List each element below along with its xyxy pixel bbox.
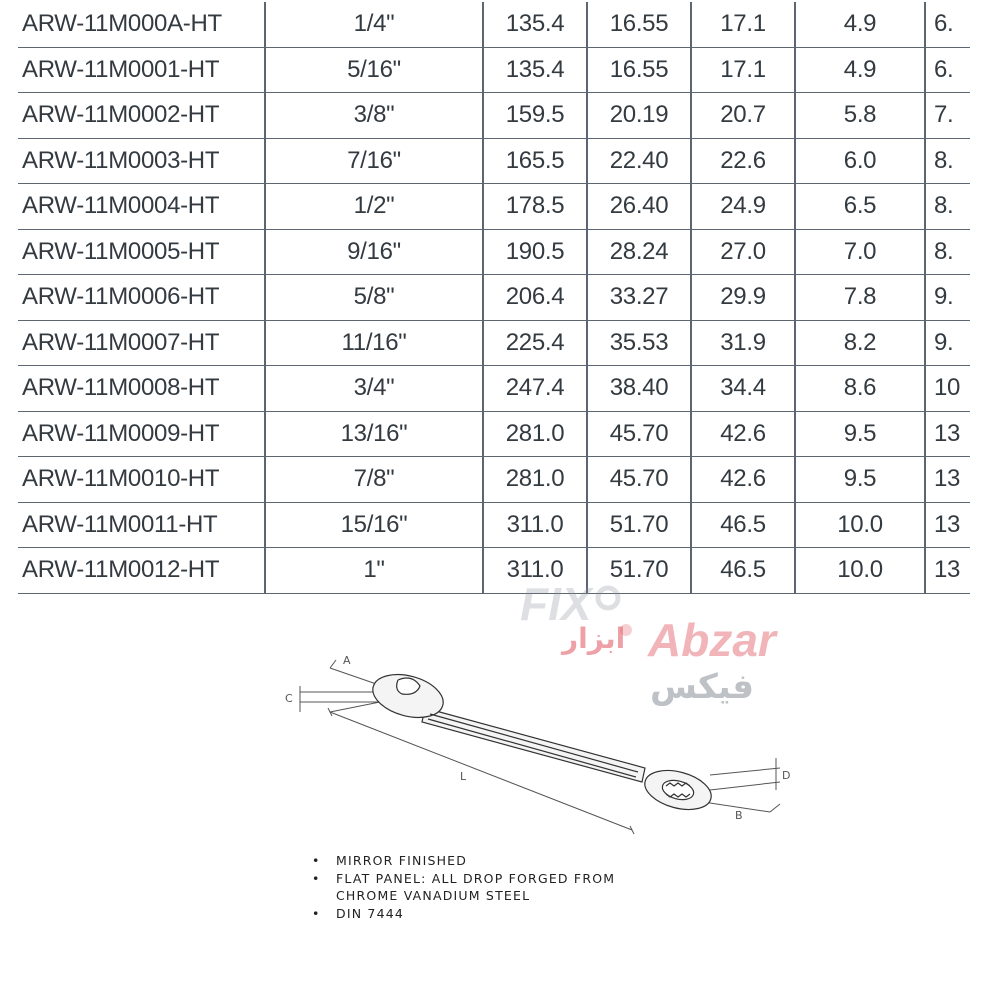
table-row bbox=[18, 366, 970, 412]
watermark-brand-text: Abzar bbox=[648, 614, 776, 666]
table-cell: 42.6 bbox=[691, 411, 795, 457]
table-cell: 159.5 bbox=[483, 93, 587, 139]
part-number-cell: ARW-11M0006-HT bbox=[18, 275, 265, 321]
part-number-cell: ARW-11M0011-HT bbox=[18, 502, 265, 548]
part-number-cell: ARW-11M0008-HT bbox=[18, 366, 265, 412]
table-cell: 33.27 bbox=[587, 275, 691, 321]
table-cell: 311.0 bbox=[483, 502, 587, 548]
feature-list bbox=[312, 852, 615, 922]
table-cell: 3/4" bbox=[265, 366, 483, 412]
table-cell: 11/16" bbox=[265, 320, 483, 366]
feature-item bbox=[312, 870, 615, 905]
part-number-cell: ARW-11M0002-HT bbox=[18, 93, 265, 139]
watermark-persian-top: ابزار bbox=[562, 622, 626, 655]
part-number-cell: ARW-11M0005-HT bbox=[18, 229, 265, 275]
table-cell: 6.0 bbox=[795, 138, 925, 184]
dimension-d-line bbox=[710, 768, 780, 775]
table-cell: 7/16" bbox=[265, 138, 483, 184]
part-number-cell: ARW-11M0010-HT bbox=[18, 457, 265, 503]
table-cell: 17.1 bbox=[691, 47, 795, 93]
table-cell: 135.4 bbox=[483, 47, 587, 93]
table-cell: 10 bbox=[925, 366, 970, 412]
table-cell: 190.5 bbox=[483, 229, 587, 275]
table-row bbox=[18, 275, 970, 321]
table-cell: 6. bbox=[925, 47, 970, 93]
feature-text: FLAT PANEL: ALL DROP FORGED FROM bbox=[336, 870, 616, 886]
table-cell: 16.55 bbox=[587, 47, 691, 93]
table-cell: 46.5 bbox=[691, 502, 795, 548]
table-cell: 22.40 bbox=[587, 138, 691, 184]
table-cell: 3/8" bbox=[265, 93, 483, 139]
table-row bbox=[18, 47, 970, 93]
table-row bbox=[18, 502, 970, 548]
table-cell: 7.0 bbox=[795, 229, 925, 275]
table-row bbox=[18, 184, 970, 230]
table-row bbox=[18, 2, 970, 47]
table-cell: 35.53 bbox=[587, 320, 691, 366]
table-cell: 34.4 bbox=[691, 366, 795, 412]
table-cell: 165.5 bbox=[483, 138, 587, 184]
table-cell: 31.9 bbox=[691, 320, 795, 366]
table-cell: 6. bbox=[925, 2, 970, 47]
table-cell: 16.55 bbox=[587, 2, 691, 47]
table-cell: 8. bbox=[925, 229, 970, 275]
spec-table bbox=[18, 2, 970, 594]
table-cell: 13 bbox=[925, 457, 970, 503]
table-cell: 42.6 bbox=[691, 457, 795, 503]
dimension-l-label: L bbox=[460, 770, 467, 783]
wrench-ring-icon bbox=[598, 588, 618, 608]
part-number-cell: ARW-11M000A-HT bbox=[18, 2, 265, 47]
table-cell: 15/16" bbox=[265, 502, 483, 548]
table-row bbox=[18, 93, 970, 139]
table-cell: 13/16" bbox=[265, 411, 483, 457]
table-cell: 45.70 bbox=[587, 411, 691, 457]
table-cell: 311.0 bbox=[483, 548, 587, 594]
table-cell: 13 bbox=[925, 502, 970, 548]
table-row bbox=[18, 229, 970, 275]
table-cell: 9. bbox=[925, 320, 970, 366]
table-cell: 225.4 bbox=[483, 320, 587, 366]
table-row bbox=[18, 457, 970, 503]
table-cell: 17.1 bbox=[691, 2, 795, 47]
table-cell: 45.70 bbox=[587, 457, 691, 503]
table-cell: 9.5 bbox=[795, 457, 925, 503]
table-cell: 8.6 bbox=[795, 366, 925, 412]
part-number-cell: ARW-11M0007-HT bbox=[18, 320, 265, 366]
feature-text-continued: CHROME VANADIUM STEEL bbox=[336, 888, 531, 903]
wrench-dimension-drawing bbox=[270, 650, 810, 850]
table-cell: 1/2" bbox=[265, 184, 483, 230]
table-cell: 7. bbox=[925, 93, 970, 139]
table-cell: 8. bbox=[925, 138, 970, 184]
dimension-a-label: A bbox=[343, 654, 351, 667]
table-cell: 4.9 bbox=[795, 47, 925, 93]
table-cell: 5/8" bbox=[265, 275, 483, 321]
table-cell: 10.0 bbox=[795, 548, 925, 594]
table-row bbox=[18, 320, 970, 366]
table-cell: 8. bbox=[925, 184, 970, 230]
dimension-c-label: C bbox=[285, 692, 293, 705]
table-cell: 38.40 bbox=[587, 366, 691, 412]
spec-table-body bbox=[18, 2, 970, 593]
table-cell: 20.7 bbox=[691, 93, 795, 139]
bullet-icon: • bbox=[312, 905, 321, 921]
table-cell: 8.2 bbox=[795, 320, 925, 366]
table-cell: 206.4 bbox=[483, 275, 587, 321]
feature-text: MIRROR FINISHED bbox=[336, 853, 468, 868]
table-cell: 5.8 bbox=[795, 93, 925, 139]
table-cell: 13 bbox=[925, 411, 970, 457]
table-cell: 46.5 bbox=[691, 548, 795, 594]
table-cell: 178.5 bbox=[483, 184, 587, 230]
feature-item bbox=[312, 852, 615, 870]
table-cell: 7/8" bbox=[265, 457, 483, 503]
table-cell: 1/4" bbox=[265, 2, 483, 47]
table-cell: 9. bbox=[925, 275, 970, 321]
bullet-icon: • bbox=[312, 853, 321, 868]
table-cell: 26.40 bbox=[587, 184, 691, 230]
part-number-cell: ARW-11M0003-HT bbox=[18, 138, 265, 184]
table-cell: 135.4 bbox=[483, 2, 587, 47]
table-cell: 4.9 bbox=[795, 2, 925, 47]
table-cell: 1" bbox=[265, 548, 483, 594]
part-number-cell: ARW-11M0009-HT bbox=[18, 411, 265, 457]
table-cell: 28.24 bbox=[587, 229, 691, 275]
table-cell: 7.8 bbox=[795, 275, 925, 321]
table-cell: 6.5 bbox=[795, 184, 925, 230]
table-row bbox=[18, 138, 970, 184]
part-number-cell: ARW-11M0004-HT bbox=[18, 184, 265, 230]
wrench-body bbox=[368, 667, 715, 816]
table-cell: 9.5 bbox=[795, 411, 925, 457]
table-cell: 9/16" bbox=[265, 229, 483, 275]
dimension-b-label: B bbox=[735, 809, 743, 822]
table-cell: 51.70 bbox=[587, 548, 691, 594]
dimension-d-label: D bbox=[782, 769, 791, 782]
table-cell: 22.6 bbox=[691, 138, 795, 184]
table-cell: 24.9 bbox=[691, 184, 795, 230]
watermark-persian-bottom: فیکس bbox=[650, 667, 754, 707]
table-cell: 13 bbox=[925, 548, 970, 594]
feature-item bbox=[312, 905, 615, 923]
bullet-icon: • bbox=[312, 870, 321, 886]
part-number-cell: ARW-11M0001-HT bbox=[18, 47, 265, 93]
table-cell: 27.0 bbox=[691, 229, 795, 275]
table-cell: 5/16" bbox=[265, 47, 483, 93]
table-cell: 29.9 bbox=[691, 275, 795, 321]
table-cell: 10.0 bbox=[795, 502, 925, 548]
table-cell: 247.4 bbox=[483, 366, 587, 412]
part-number-cell: ARW-11M0012-HT bbox=[18, 548, 265, 594]
table-cell: 51.70 bbox=[587, 502, 691, 548]
table-cell: 20.19 bbox=[587, 93, 691, 139]
table-cell: 281.0 bbox=[483, 411, 587, 457]
table-row bbox=[18, 411, 970, 457]
feature-text: DIN 7444 bbox=[336, 905, 405, 921]
watermark-logo-text: FIX bbox=[520, 578, 592, 630]
table-cell: 281.0 bbox=[483, 457, 587, 503]
